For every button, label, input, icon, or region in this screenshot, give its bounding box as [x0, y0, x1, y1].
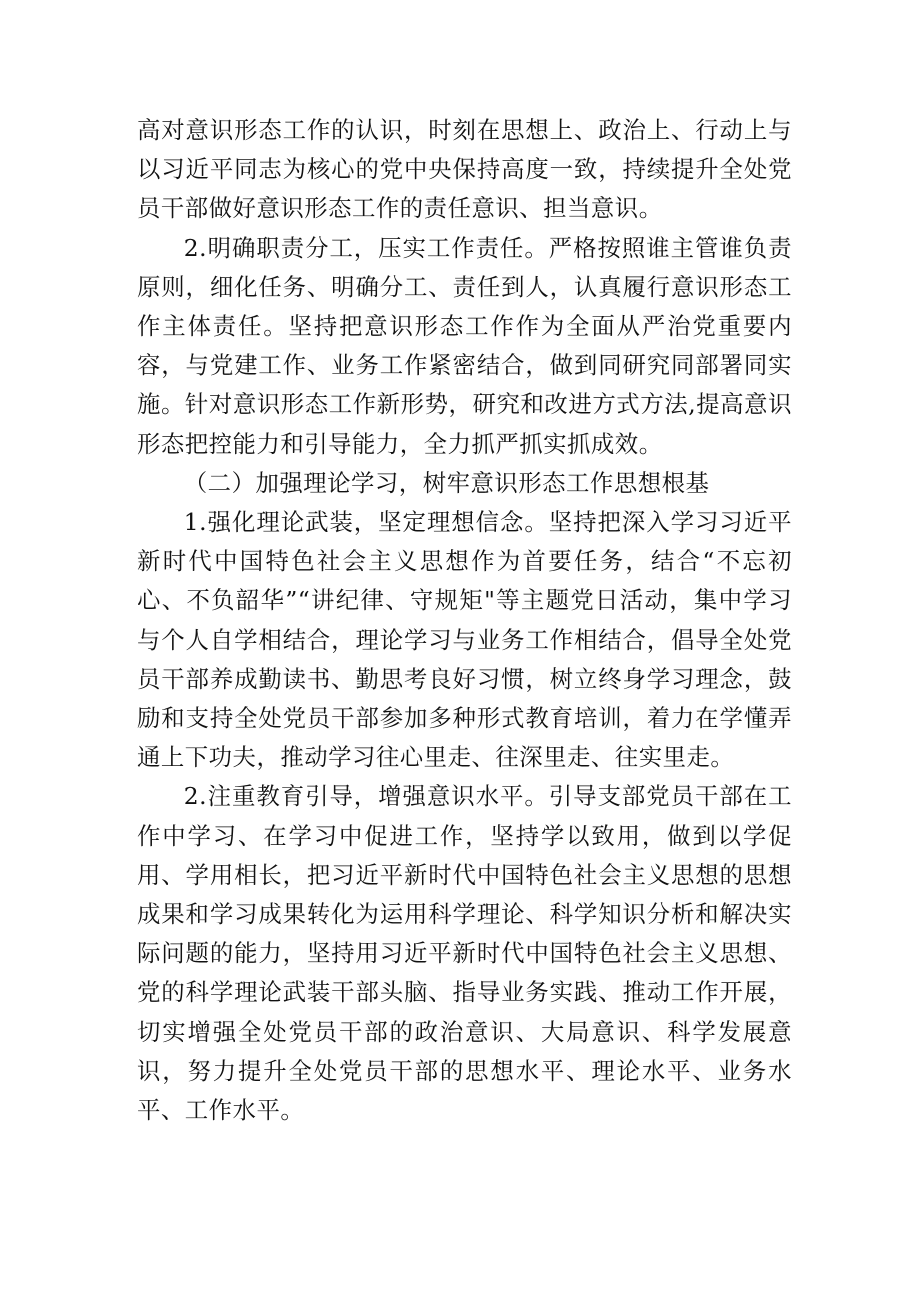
- section-heading-theory-study: （二）加强理论学习，树牢意识形态工作思想根基: [183, 468, 710, 497]
- paragraph-duty-division: 2.明确职责分工，压实工作责任。严格按照谁主管谁负责原则，细化任务、明确分工、责任到人，认真履行意识形态工作主体责任。坚持把意识形态工作作为全面从严治党重要内容，与党建工作、业务工作紧密结合，做到同研究同部署同实施。针对意识形态工作新形势，研究和改进方式方法,提高意识形态把控能力和引导能力，全力抓严抓实抓成效。: [137, 233, 792, 458]
- paragraph-continuation: 高对意识形态工作的认识，时刻在思想上、政治上、行动上与以习近平同志为核心的党中央保持高度一致，持续提升全处党员干部做好意识形态工作的责任意识、担当意识。: [137, 116, 792, 223]
- paragraph-theory-arming: 1.强化理论武装，坚定理想信念。坚持把深入学习习近平新时代中国特色社会主义思想作为首要任务，结合“不忘初心、不负韶华”“讲纪律、守规矩"等主题党日活动，集中学习与个人自学相结合，理论学习与业务工作相结合，倡导全处党员干部养成勤读书、勤思考良好习惯，树立终身学习理念，鼓励和支持全处党员干部参加多种形式教育培训，着力在学懂弄通上下功夫，推动学习往心里走、往深里走、往实里走。: [137, 508, 792, 772]
- paragraph-education-guidance: 2.注重教育引导，增强意识水平。引导支部党员干部在工作中学习、在学习中促进工作，坚持学以致用，做到以学促用、学用相长，把习近平新时代中国特色社会主义思想的思想成果和学习成果转化为运用科学理论、科学知识分析和解决实际问题的能力，坚持用习近平新时代中国特色社会主义思想、党的科学理论武装干部头脑、指导业务实践、推动工作开展，切实增强全处党员干部的政治意识、大局意识、科学发展意识，努力提升全处党员干部的思想水平、理论水平、业务水平、工作水平。: [137, 782, 792, 1125]
